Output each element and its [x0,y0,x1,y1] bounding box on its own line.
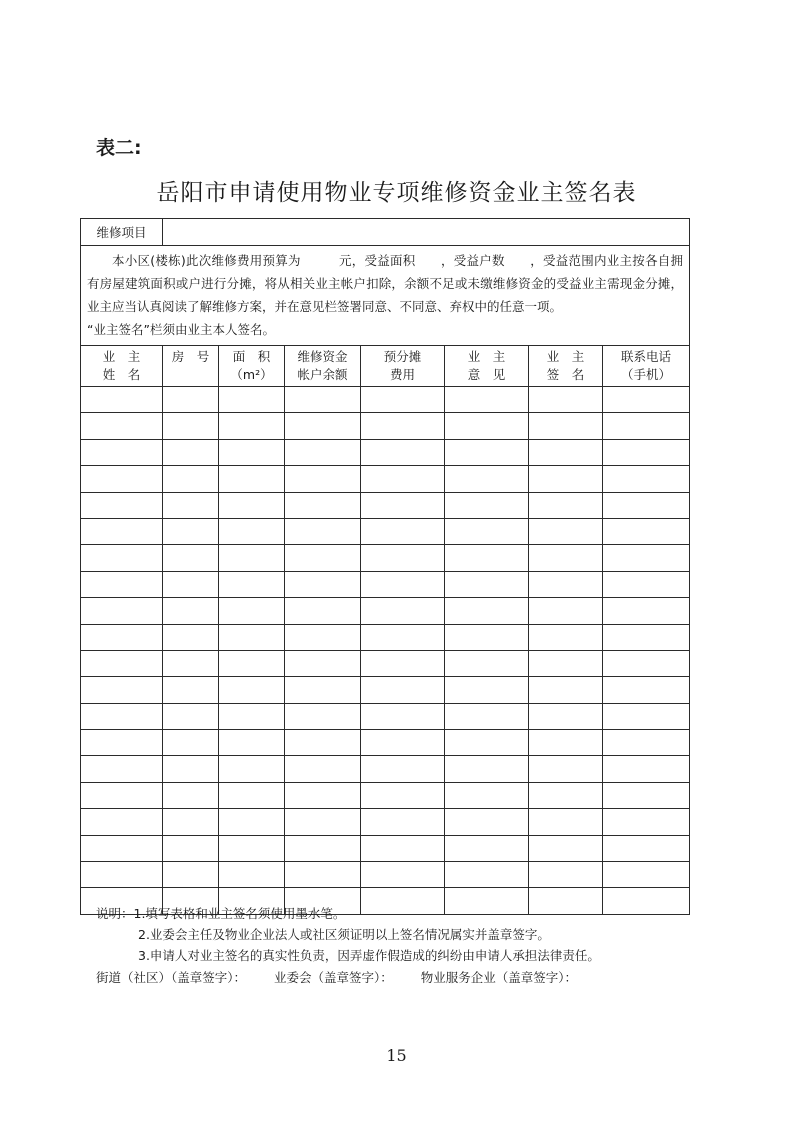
instruction-3: 3.申请人对业主签名的真实性负责，因弄虚作假造成的纠纷由申请人承担法律责任。 [138,948,600,963]
table-cell[interactable] [361,466,445,492]
table-cell[interactable] [529,466,603,492]
table-cell[interactable] [163,624,219,650]
table-cell[interactable] [529,598,603,624]
table-row [81,809,690,835]
table-cell[interactable] [219,571,285,597]
table-cell[interactable] [219,466,285,492]
notice-text [81,246,690,346]
table-cell[interactable] [81,624,163,650]
header-area: 面 积 （m²） [219,346,285,387]
table-cell[interactable] [603,835,690,861]
table-row [81,650,690,676]
table-cell[interactable] [81,835,163,861]
instruction-1: 说明：1.填写表格和业主签名须使用墨水笔。 [96,906,346,921]
table-cell[interactable] [445,677,529,703]
table-row [81,387,690,413]
table-cell[interactable] [81,756,163,782]
table-cell[interactable] [361,439,445,465]
table-cell[interactable] [81,545,163,571]
table-cell[interactable] [445,413,529,439]
table-cell[interactable] [163,677,219,703]
table-cell[interactable] [361,809,445,835]
table-cell[interactable] [285,387,361,413]
stamp-committee: 业委会（盖章签字）： [274,970,393,985]
table-cell[interactable] [445,518,529,544]
table-cell[interactable] [603,756,690,782]
table-cell[interactable] [285,782,361,808]
table-cell[interactable] [285,835,361,861]
table-row [81,835,690,861]
table-cell[interactable] [445,650,529,676]
table-row [81,598,690,624]
table-cell[interactable] [361,677,445,703]
table-row [81,782,690,808]
table-cell[interactable] [219,703,285,729]
table-cell[interactable] [529,809,603,835]
table-cell[interactable] [603,677,690,703]
table-cell[interactable] [361,730,445,756]
table-cell[interactable] [529,703,603,729]
table-cell[interactable] [81,492,163,518]
table-cell[interactable] [445,835,529,861]
table-cell[interactable] [81,862,163,888]
table-cell[interactable] [603,518,690,544]
table-cell[interactable] [603,571,690,597]
table-cell[interactable] [445,439,529,465]
stamp-line [96,968,577,986]
table-cell[interactable] [529,677,603,703]
table-cell[interactable] [81,387,163,413]
table-cell[interactable] [603,650,690,676]
table-cell[interactable] [285,518,361,544]
table-cell[interactable] [285,598,361,624]
table-row [81,756,690,782]
table-cell[interactable] [219,518,285,544]
table-row [81,518,690,544]
table-cell[interactable] [361,703,445,729]
table-cell[interactable] [219,862,285,888]
table-row [81,571,690,597]
table-cell[interactable] [81,571,163,597]
table-cell[interactable] [529,545,603,571]
table-cell[interactable] [529,571,603,597]
table-cell[interactable] [603,413,690,439]
table-cell[interactable] [361,650,445,676]
table-cell[interactable] [163,703,219,729]
table-cell[interactable] [81,650,163,676]
table-cell[interactable] [219,650,285,676]
table-cell[interactable] [285,862,361,888]
table-cell[interactable] [603,466,690,492]
table-cell[interactable] [603,809,690,835]
table-cell[interactable] [163,413,219,439]
table-cell[interactable] [603,703,690,729]
table-cell[interactable] [163,598,219,624]
header-fund-balance: 维修资金 帐户余额 [285,346,361,387]
table-cell[interactable] [163,756,219,782]
table-cell[interactable] [529,413,603,439]
table-cell[interactable] [361,782,445,808]
table-cell[interactable] [163,387,219,413]
table-cell[interactable] [445,756,529,782]
signature-table [80,218,690,915]
table-cell[interactable] [163,571,219,597]
table-cell[interactable] [219,782,285,808]
table-cell[interactable] [81,730,163,756]
table-cell[interactable] [361,862,445,888]
table-cell[interactable] [529,387,603,413]
project-value-field[interactable] [163,219,690,246]
table-cell[interactable] [81,809,163,835]
table-cell[interactable] [163,809,219,835]
table-cell[interactable] [285,650,361,676]
table-cell[interactable] [219,677,285,703]
project-label: 维修项目 [81,219,163,246]
table-cell[interactable] [445,492,529,518]
table-cell[interactable] [603,862,690,888]
table-row [81,413,690,439]
table-cell[interactable] [285,756,361,782]
instructions [96,903,600,966]
header-owner-opinion: 业 主 意 见 [445,346,529,387]
table-cell[interactable] [163,545,219,571]
table-cell[interactable] [361,598,445,624]
header-owner-signature: 业 主 签 名 [529,346,603,387]
table-cell[interactable] [529,650,603,676]
table-cell[interactable] [603,545,690,571]
table-cell[interactable] [603,439,690,465]
table-cell[interactable] [163,835,219,861]
table-row [81,730,690,756]
table-cell[interactable] [81,703,163,729]
table-cell[interactable] [285,413,361,439]
table-cell[interactable] [445,387,529,413]
page-title: 岳阳市申请使用物业专项维修资金业主签名表 [156,180,637,206]
table-cell[interactable] [529,835,603,861]
table-cell[interactable] [603,782,690,808]
table-cell[interactable] [285,677,361,703]
table-cell[interactable] [361,492,445,518]
table-cell[interactable] [445,571,529,597]
table-cell[interactable] [219,545,285,571]
table-cell[interactable] [361,413,445,439]
table-cell[interactable] [361,756,445,782]
table-cell[interactable] [219,439,285,465]
table-cell[interactable] [81,466,163,492]
table-cell[interactable] [285,624,361,650]
table-cell[interactable] [445,466,529,492]
table-cell[interactable] [445,703,529,729]
table-cell[interactable] [285,730,361,756]
page-number: 15 [386,1046,407,1065]
table-cell[interactable] [529,492,603,518]
table-cell[interactable] [529,730,603,756]
table-header-row [81,346,690,387]
table-cell[interactable] [219,598,285,624]
table-cell[interactable] [603,492,690,518]
table-cell[interactable] [603,730,690,756]
instruction-2: 2.业委会主任及物业企业法人或社区须证明以上签名情况属实并盖章签字。 [138,927,550,942]
table-cell[interactable] [445,782,529,808]
table-cell[interactable] [603,387,690,413]
stamp-street: 街道（社区）（盖章签字）： [96,970,247,985]
table-cell[interactable] [529,624,603,650]
table-cell[interactable] [361,545,445,571]
table-cell[interactable] [81,598,163,624]
table-cell[interactable] [361,571,445,597]
table-cell[interactable] [285,492,361,518]
table-cell[interactable] [81,439,163,465]
table-row [81,545,690,571]
table-cell[interactable] [529,862,603,888]
table-row [81,703,690,729]
table-cell[interactable] [219,413,285,439]
notice-signature-rule: “业主签名”栏须由业主本人签名。 [87,322,275,337]
table-cell[interactable] [529,782,603,808]
table-cell[interactable] [285,703,361,729]
table-cell[interactable] [285,466,361,492]
table-cell[interactable] [445,598,529,624]
table-row [81,862,690,888]
table-row [81,439,690,465]
table-cell[interactable] [163,730,219,756]
table-cell[interactable] [361,835,445,861]
table-cell[interactable] [285,439,361,465]
notice-paragraph: 本小区(楼栋)此次维修费用预算为 元，受益面积 ，受益户数 ，受益范围内业主按各自拥有房屋建筑面积或户进行分摊，将从相关业主帐户扣除，余额不足或未缴维修资金的受益业主需现金分摊，业主应当认真阅读了解维修方案，并在意见栏签署同意、不同意、弃权中的任意一项。 [87,253,684,314]
table-cell[interactable] [163,650,219,676]
table-cell[interactable] [445,545,529,571]
table-cell[interactable] [163,518,219,544]
table-row [81,492,690,518]
table-cell[interactable] [219,809,285,835]
table-cell[interactable] [445,809,529,835]
table-cell[interactable] [163,439,219,465]
table-cell[interactable] [219,624,285,650]
table-row [81,624,690,650]
table-cell[interactable] [529,518,603,544]
header-owner-name: 业 主 姓 名 [81,346,163,387]
table-cell[interactable] [529,756,603,782]
table-cell[interactable] [163,782,219,808]
table-cell[interactable] [219,756,285,782]
table-cell[interactable] [219,387,285,413]
table-cell[interactable] [361,624,445,650]
table-cell[interactable] [603,888,690,914]
table-cell[interactable] [603,624,690,650]
table-cell[interactable] [445,624,529,650]
table-cell[interactable] [445,862,529,888]
header-room-number: 房 号 [163,346,219,387]
table-cell[interactable] [285,809,361,835]
table-cell[interactable] [219,492,285,518]
table-cell[interactable] [81,677,163,703]
header-pre-allocated-cost: 预分摊 费用 [361,346,445,387]
header-phone: 联系电话 （手机） [603,346,690,387]
table-label: 表二: [96,137,142,159]
stamp-property: 物业服务企业（盖章签字）： [420,970,578,985]
table-cell[interactable] [81,782,163,808]
table-cell[interactable] [445,730,529,756]
table-cell[interactable] [361,518,445,544]
table-row [81,677,690,703]
table-cell[interactable] [163,466,219,492]
table-cell[interactable] [603,598,690,624]
table-cell[interactable] [285,571,361,597]
table-cell[interactable] [285,545,361,571]
table-cell[interactable] [219,835,285,861]
table-cell[interactable] [361,387,445,413]
table-cell[interactable] [529,439,603,465]
table-row [81,466,690,492]
table-cell[interactable] [81,413,163,439]
table-cell[interactable] [163,492,219,518]
table-cell[interactable] [219,730,285,756]
table-cell[interactable] [81,518,163,544]
table-cell[interactable] [163,862,219,888]
